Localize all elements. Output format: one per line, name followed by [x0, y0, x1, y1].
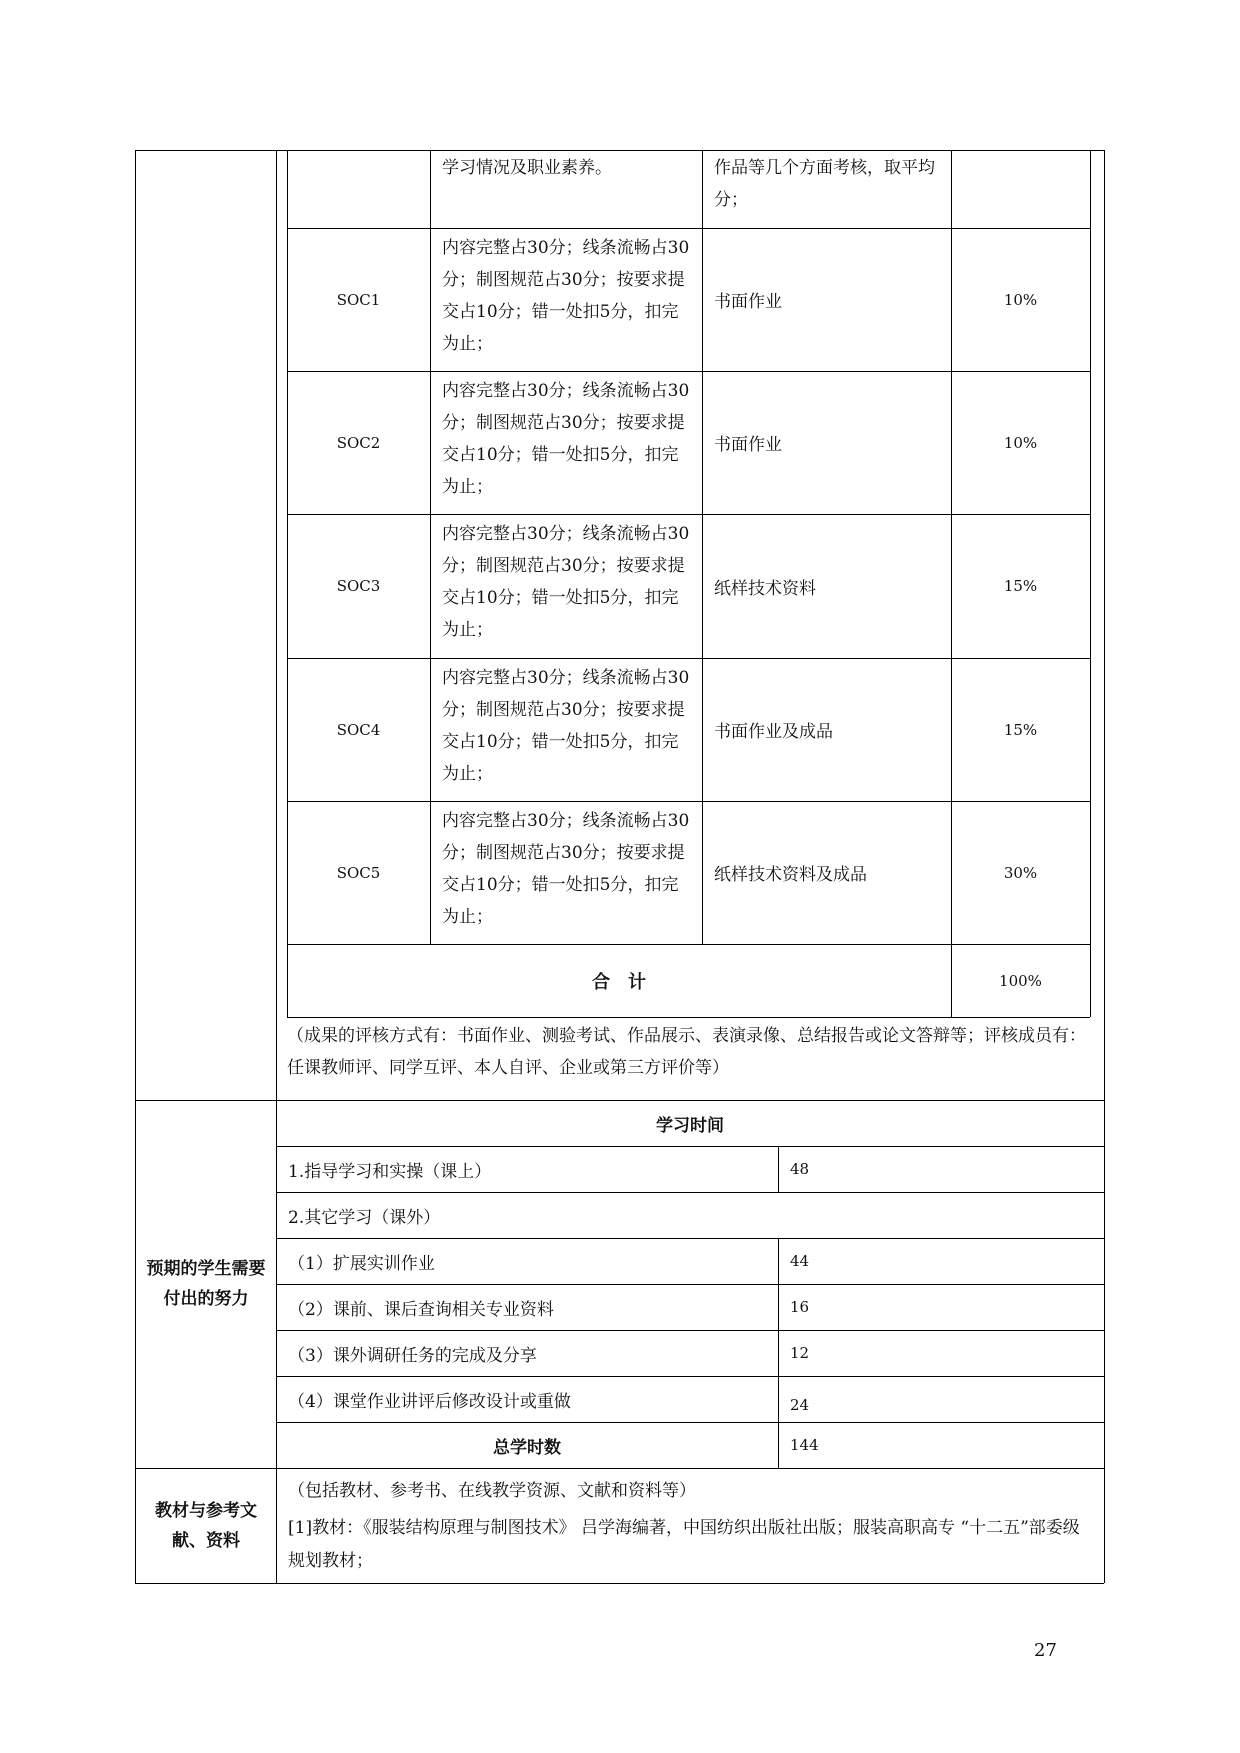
effort-item-1-label: 1.指导学习和实操（课上） — [288, 1161, 492, 1182]
soc4-criteria: 内容完整占30分；线条流畅占30分；制图规范占30分；按要求提交占10分；错一处扣5分，扣完为止； — [442, 668, 690, 784]
soc2-weight: 10% — [1003, 433, 1038, 452]
soc3-method: 纸样技术资料 — [714, 578, 816, 599]
soc4-code: SOC4 — [336, 720, 381, 739]
effort-item-1-value: 48 — [790, 1160, 810, 1178]
effort-total-label: 总学时数 — [493, 1437, 561, 1458]
soc3-criteria: 内容完整占30分；线条流畅占30分；制图规范占30分；按要求提交占10分；错一处扣5分，扣完为止； — [442, 524, 690, 640]
effort-item-4-value: 16 — [790, 1298, 810, 1316]
soc1-method: 书面作业 — [714, 292, 782, 312]
soc2-criteria: 内容完整占30分；线条流畅占30分；制图规范占30分；按要求提交占10分；错一处扣5分，扣完为止； — [442, 381, 690, 497]
soc1-weight: 10% — [1003, 290, 1038, 309]
materials-intro: （包括教材、参考书、在线教学资源、文献和资料等） — [288, 1481, 696, 1501]
soc2-method: 书面作业 — [714, 435, 782, 455]
soc5-method: 纸样技术资料及成品 — [714, 865, 867, 885]
soc5-code: SOC5 — [336, 863, 381, 882]
effort-total-value: 144 — [790, 1436, 819, 1454]
top-row-method: 作品等几个方面考核，取平均分； — [714, 158, 935, 210]
effort-item-5-label: （3）课外调研任务的完成及分享 — [288, 1345, 537, 1366]
effort-item-3-value: 44 — [790, 1252, 810, 1270]
effort-item-2-label: 2.其它学习（课外） — [288, 1207, 441, 1228]
effort-header: 学习时间 — [656, 1115, 724, 1136]
soc5-weight: 30% — [1003, 863, 1038, 882]
page-number: 27 — [1034, 1640, 1057, 1661]
materials-section-label: 教材与参考文献、资料 — [155, 1500, 257, 1551]
effort-section-label: 预期的学生需要付出的努力 — [146, 1259, 266, 1309]
top-row-criteria: 学习情况及职业素养。 — [442, 158, 612, 178]
soc1-code: SOC1 — [336, 290, 381, 309]
effort-item-5-value: 12 — [790, 1344, 810, 1362]
soc2-code: SOC2 — [336, 433, 381, 452]
soc4-weight: 15% — [1003, 720, 1038, 739]
effort-item-6-label: （4）课堂作业讲评后修改设计或重做 — [288, 1391, 571, 1412]
effort-item-4-label: （2）课前、课后查询相关专业资料 — [288, 1299, 554, 1320]
effort-item-3-label: （1）扩展实训作业 — [288, 1253, 435, 1274]
soc3-code: SOC3 — [336, 577, 381, 595]
soc1-criteria: 内容完整占30分；线条流畅占30分；制图规范占30分；按要求提交占10分；错一处扣5分，扣完为止； — [442, 238, 690, 354]
assessment-total-value: 100% — [999, 971, 1042, 990]
effort-item-6-value: 24 — [790, 1396, 810, 1414]
assessment-total-label: 合 计 — [592, 971, 646, 993]
soc3-weight: 15% — [1003, 577, 1038, 595]
assessment-note: （成果的评核方式有：书面作业、测验考试、作品展示、表演录像、总结报告或论文答辩等；评核成员有：任课教师评、同学互评、本人自评、企业或第三方评价等） — [287, 1026, 1086, 1078]
soc4-method: 书面作业及成品 — [714, 722, 833, 742]
materials-item-1: [1]教材：《服装结构原理与制图技术》 吕学海编著，中国纺织出版社出版；服装高职高专 “十二五”部委级规划教材； — [288, 1518, 1080, 1571]
soc5-criteria: 内容完整占30分；线条流畅占30分；制图规范占30分；按要求提交占10分；错一处扣5分，扣完为止； — [442, 811, 690, 927]
